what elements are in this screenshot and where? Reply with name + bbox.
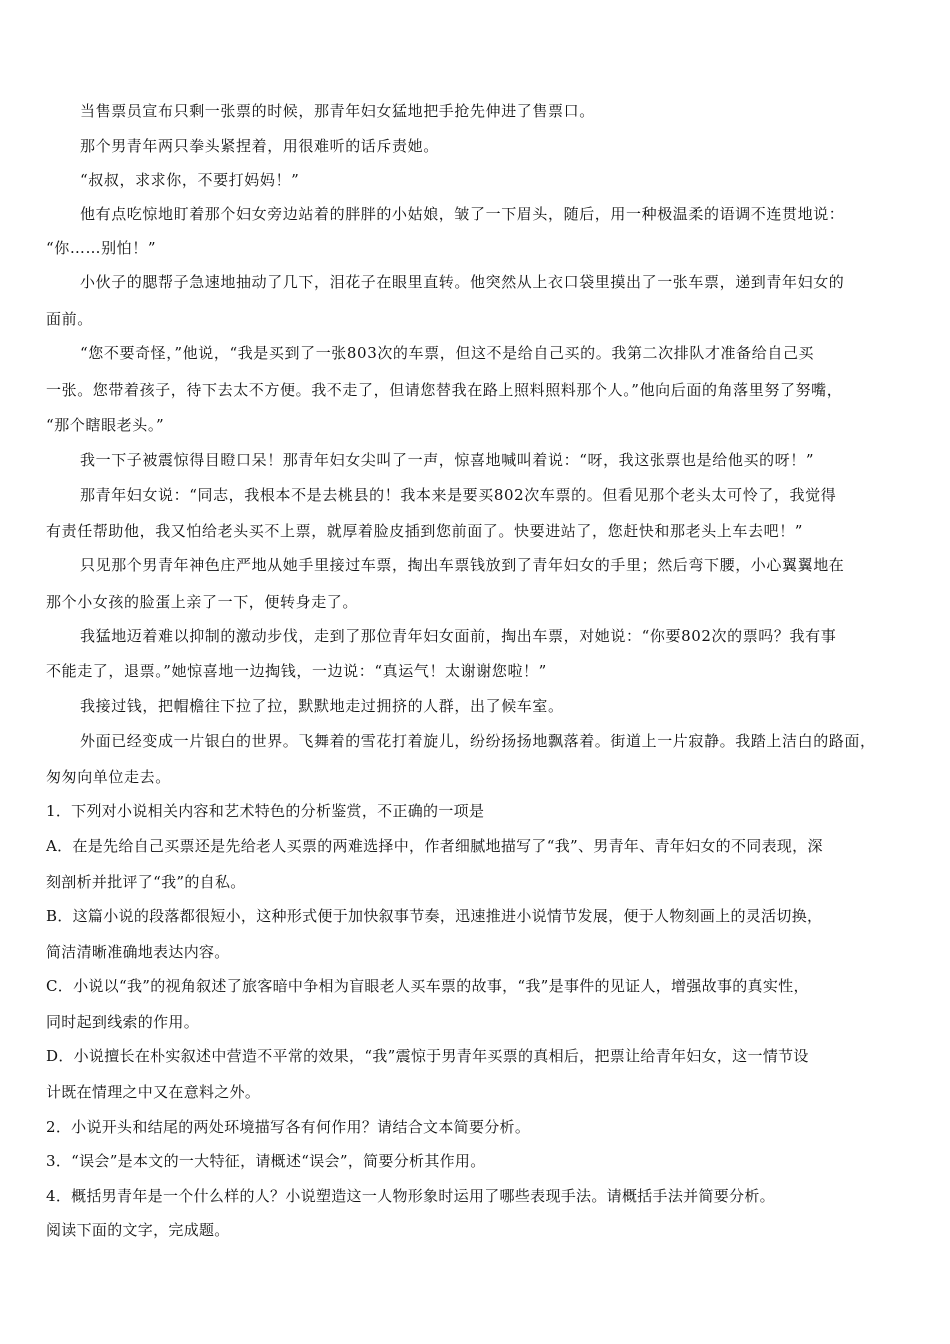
story-paragraph: 那青年妇女说：“同志，我根本不是去桃县的！我本来是要买802次车票的。但看见那个老头太可怜了，我觉得 (80, 486, 837, 504)
question-1-option-b: B．这篇小说的段落都很短小，这种形式便于加快叙事节奏，迅速推进小说情节发展，便于人物刻画上的灵活切换， (46, 907, 823, 925)
question-3: 3．“误会”是本文的一大特征，请概述“误会”，简要分析其作用。 (46, 1152, 486, 1170)
story-paragraph: 当售票员宣布只剩一张票的时候，那青年妇女猛地把手抢先伸进了售票口。 (80, 102, 595, 120)
story-paragraph: 我接过钱，把帽檐往下拉了拉，默默地走过拥挤的人群，出了候车室。 (80, 697, 564, 715)
story-paragraph: 我猛地迈着难以抑制的激动步伐，走到了那位青年妇女面前，掏出车票，对她说：“你要802次的票吗？我有事 (80, 627, 837, 645)
story-paragraph-continuation: 面前。 (46, 310, 93, 328)
question-2: 2．小说开头和结尾的两处环境描写各有何作用？请结合文本简要分析。 (46, 1118, 531, 1136)
story-paragraph: “您不要奇怪，”他说，“我是买到了一张803次的车票，但这不是给自己买的。我第二次排队才准备给自己买 (80, 344, 815, 362)
story-paragraph-continuation: 不能走了，退票。”她惊喜地一边掏钱，一边说：“真运气！太谢谢您啦！” (46, 662, 547, 680)
question-1-stem: 1．下列对小说相关内容和艺术特色的分析鉴赏，不正确的一项是 (46, 802, 485, 820)
question-1-option-d-continuation: 计既在情理之中又在意料之外。 (46, 1083, 261, 1101)
story-paragraph: 他有点吃惊地盯着那个妇女旁边站着的胖胖的小姑娘，皱了一下眉头，随后，用一种极温柔的语调不连贯地说： (80, 205, 845, 223)
question-4: 4．概括男青年是一个什么样的人？小说塑造这一人物形象时运用了哪些表现手法。请概括手法并简要分析。 (46, 1187, 775, 1205)
story-paragraph: 只见那个男青年神色庄严地从她手里接过车票，掏出车票钱放到了青年妇女的手里；然后弯下腰，小心翼翼地在 (80, 556, 845, 574)
story-paragraph: 外面已经变成一片银白的世界。飞舞着的雪花打着旋儿，纷纷扬扬地飘落着。街道上一片寂静。我踏上洁白的路面， (80, 732, 876, 750)
question-1-option-a: A．在是先给自己买票还是先给老人买票的两难选择中，作者细腻地描写了“我”、男青年、青年妇女的不同表现，深 (46, 837, 823, 855)
story-paragraph: 小伙子的腮帮子急速地抽动了几下，泪花子在眼里直转。他突然从上衣口袋里摸出了一张车票，递到青年妇女的 (80, 273, 845, 291)
story-paragraph-continuation: 那个小女孩的脸蛋上亲了一下，便转身走了。 (46, 593, 359, 611)
story-paragraph: 我一下子被震惊得目瞪口呆！那青年妇女尖叫了一声，惊喜地喊叫着说：“呀，我这张票也是给他买的呀！” (80, 451, 815, 469)
reading-instruction: 阅读下面的文字，完成题。 (46, 1221, 230, 1239)
story-paragraph-continuation: “你……别怕！” (46, 239, 157, 257)
story-paragraph: 那个男青年两只拳头紧捏着，用很难听的话斥责她。 (80, 137, 439, 155)
story-paragraph-continuation: “那个瞎眼老头。” (46, 416, 165, 434)
story-paragraph-continuation: 有责任帮助他，我又怕给老头买不上票，就厚着脸皮插到您前面了。快要进站了，您赶快和那老头上车去吧！” (46, 522, 804, 540)
question-1-option-b-continuation: 简洁清晰准确地表达内容。 (46, 943, 230, 961)
story-paragraph-continuation: 一张。您带着孩子，待下去太不方便。我不走了，但请您替我在路上照料照料那个人。”他向后面的角落里努了努嘴， (46, 381, 843, 399)
question-1-option-d: D．小说擅长在朴实叙述中营造不平常的效果，“我”震惊于男青年买票的真相后，把票让给青年妇女，这一情节设 (46, 1047, 809, 1065)
story-paragraph: “叔叔，求求你，不要打妈妈！” (80, 171, 300, 189)
question-1-option-a-continuation: 刻剖析并批评了“我”的自私。 (46, 873, 246, 891)
question-1-option-c: C．小说以“我”的视角叙述了旅客暗中争相为盲眼老人买车票的故事，“我”是事件的见证人，增强故事的真实性， (46, 977, 809, 995)
story-paragraph-continuation: 匆匆向单位走去。 (46, 768, 171, 786)
question-1-option-c-continuation: 同时起到线索的作用。 (46, 1013, 200, 1031)
